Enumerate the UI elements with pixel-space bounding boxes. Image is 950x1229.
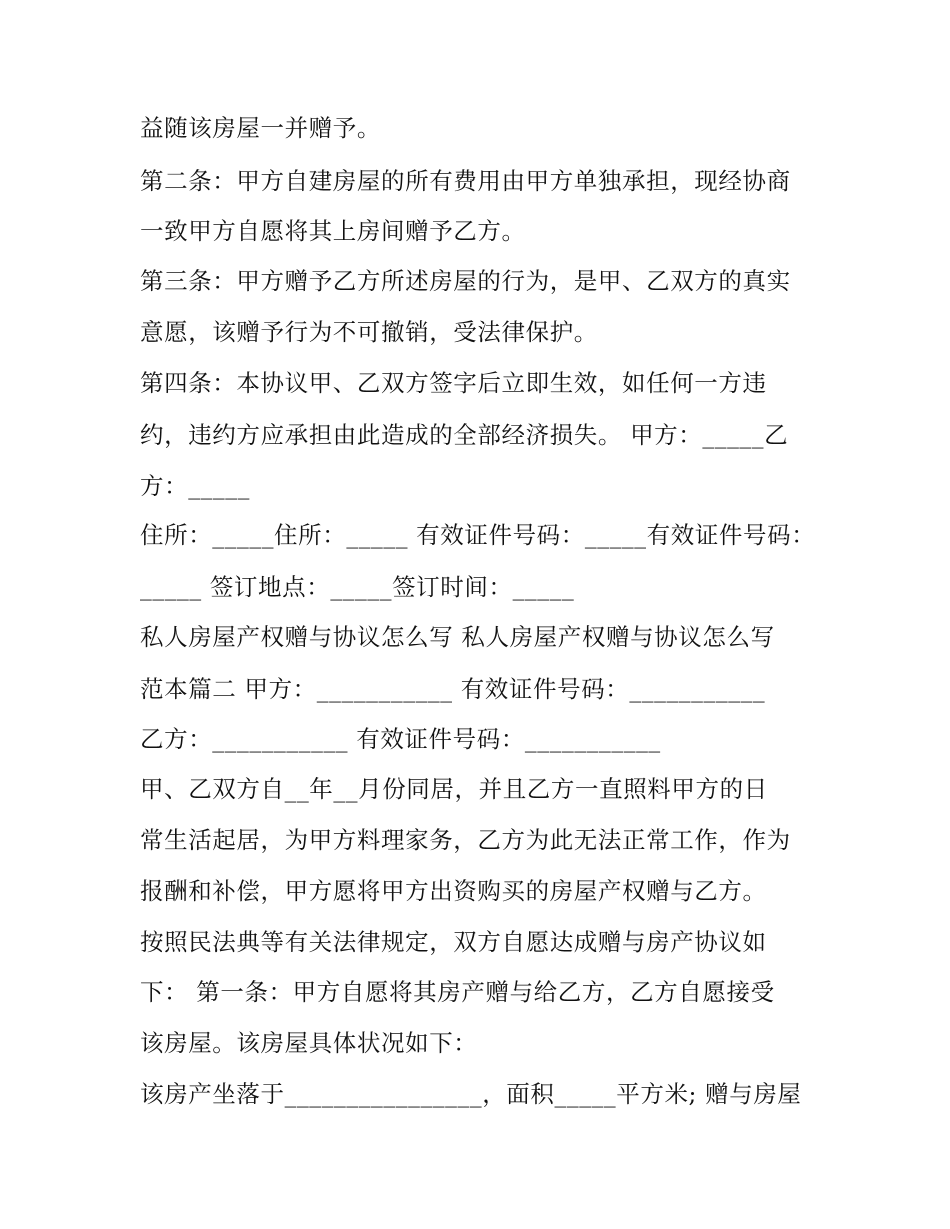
- text-line: 该房屋。该房屋具体状况如下：: [140, 1029, 478, 1057]
- text-line: 按照民法典等有关法律规定，双方自愿达成赠与房产协议如: [140, 928, 767, 956]
- text-line: 乙方：___________ 有效证件号码：___________: [140, 725, 661, 753]
- text-line: 甲、乙双方自__年__月份同居，并且乙方一直照料甲方的日: [140, 775, 768, 803]
- text-line: 一致甲方自愿将其上房间赠予乙方。: [140, 217, 526, 245]
- text-line: 报酬和补偿，甲方愿将甲方出资购买的房屋产权赠与乙方。: [140, 877, 767, 905]
- text-line: 住所：_____住所：_____ 有效证件号码：_____有效证件号码：: [140, 521, 816, 549]
- text-line: 常生活起居，为甲方料理家务，乙方为此无法正常工作，作为: [140, 826, 791, 854]
- text-line: 私人房屋产权赠与协议怎么写 私人房屋产权赠与协议怎么写: [140, 623, 775, 651]
- text-line: 方：_____: [140, 472, 250, 500]
- text-line: 第四条：本协议甲、乙双方签字后立即生效，如任何一方违: [140, 369, 767, 397]
- text-line: 益随该房屋一并赠予。: [140, 114, 381, 142]
- text-line: 范本篇二 甲方：___________ 有效证件号码：___________: [140, 675, 766, 703]
- text-line: 下： 第一条：甲方自愿将其房产赠与给乙方，乙方自愿接受: [140, 978, 775, 1006]
- text-line: 意愿，该赠予行为不可撤销，受法律保护。: [140, 318, 598, 346]
- text-line: 约，违约方应承担由此造成的全部经济损失。 甲方：_____乙: [140, 421, 789, 449]
- text-line: _____ 签订地点：_____签订时间：_____: [140, 573, 575, 601]
- text-line: 该房产坐落于________________，面积_____平方米; 赠与房屋: [140, 1080, 802, 1108]
- text-line: 第二条：甲方自建房屋的所有费用由甲方单独承担，现经协商: [140, 167, 791, 195]
- text-line: 第三条：甲方赠予乙方所述房屋的行为，是甲、乙双方的真实: [140, 267, 791, 295]
